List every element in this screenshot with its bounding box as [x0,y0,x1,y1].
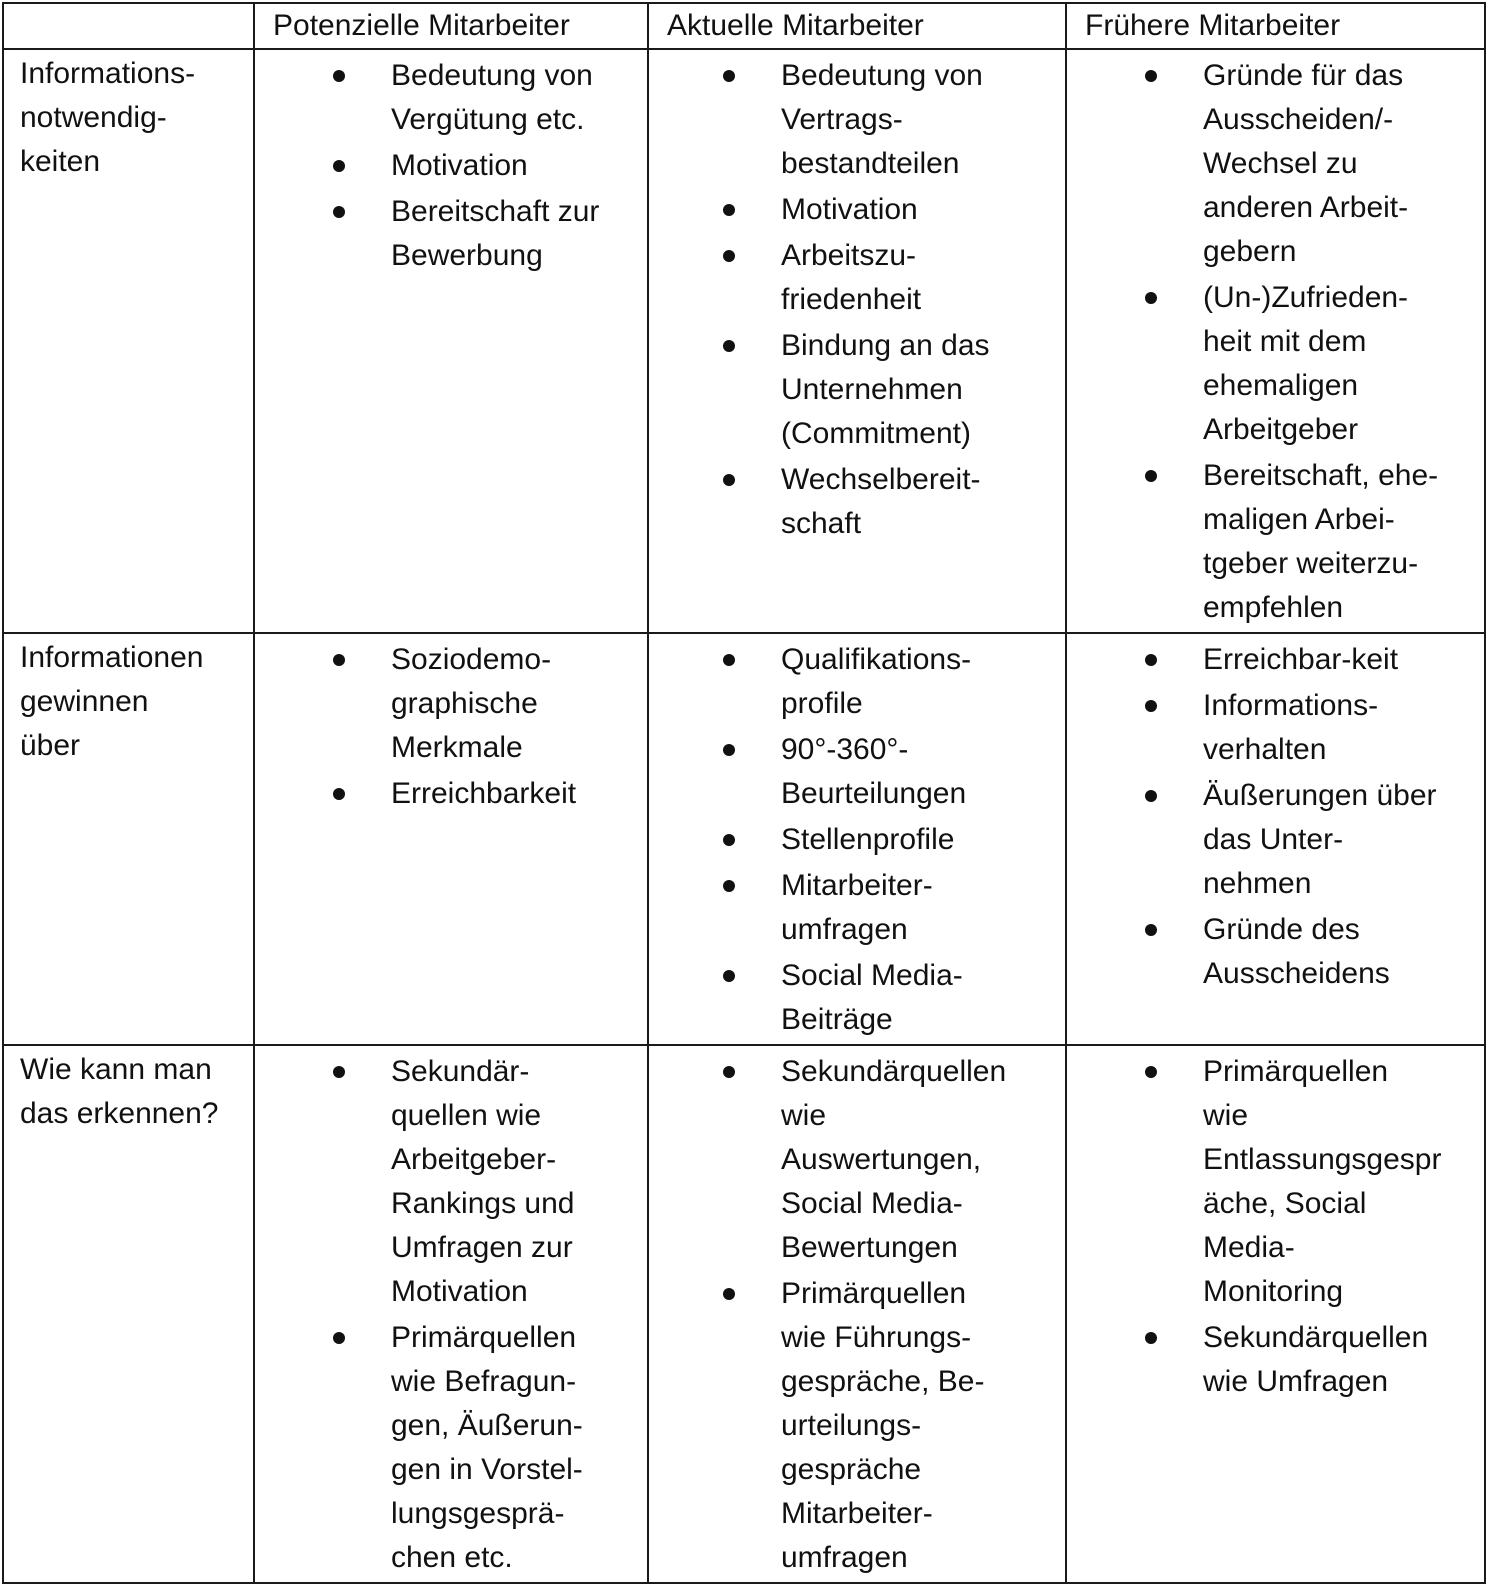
list-item-text: Social Media- Beiträge [781,959,963,1036]
list-item [649,638,1065,726]
bullet-icon [723,880,735,892]
list-item [1067,638,1484,682]
bullet-icon [1145,790,1157,802]
list-item-text: Mitarbeiter- umfragen [781,869,933,946]
row-label: Wie kann man das erkennen? [20,1053,219,1130]
list-item-text: Primärquellen wie Führungs- gespräche, Be- urteilungs- gespräche Mitarbeiter- umfragen [781,1277,985,1574]
row-label: Informationen gewinnen über [20,641,204,762]
bullet-list [255,1046,647,1580]
bullet-icon [723,250,735,262]
list-item-text: Motivation [391,149,528,182]
list-item-text: Bedeutung von Vergütung etc. [391,59,593,136]
former-employees-cell [1066,1045,1485,1583]
list-item [1067,454,1484,630]
bullet-icon [723,1066,735,1078]
list-item [1067,774,1484,906]
bullet-list [649,50,1065,546]
list-item-text: Sekundär- quellen wie Arbeitgeber- Rankings und Umfragen zur Motivation [391,1055,575,1308]
header-potential-employees-label: Potenzielle Mitarbeiter [273,9,570,42]
list-item [255,1316,647,1580]
row-label-cell [3,633,254,1045]
list-item-text: Bedeutung von Vertrags- bestandteilen [781,59,983,180]
list-item [649,188,1065,232]
list-item-text: Sekundärquellen wie Auswertungen, Social Media- Bewertungen [781,1055,1007,1264]
list-item [649,1050,1065,1270]
bullet-icon [723,70,735,82]
bullet-icon [333,160,345,172]
bullet-icon [723,654,735,666]
bullet-list [1067,50,1484,630]
bullet-icon [333,654,345,666]
list-item [1067,276,1484,452]
header-corner-cell [3,3,254,49]
list-item-text: Wechselbereit- schaft [781,463,981,540]
list-item-text: Bindung an das Unternehmen (Commitment) [781,329,990,450]
list-item-text: Informations- verhalten [1203,689,1379,766]
potential-employees-cell [254,633,648,1045]
list-item [1067,908,1484,996]
bullet-icon [723,744,735,756]
list-item-text: Äußerungen über das Unter- nehmen [1203,779,1437,900]
header-potential-employees [254,3,648,49]
list-item-text: Soziodemo- graphische Merkmale [391,643,552,764]
bullet-icon [723,834,735,846]
bullet-list [1067,634,1484,996]
bullet-icon [1145,924,1157,936]
bullet-icon [333,1066,345,1078]
bullet-icon [1145,700,1157,712]
bullet-icon [1145,654,1157,666]
bullet-icon [1145,470,1157,482]
list-item-text: (Un-)Zufrieden- heit mit dem ehemaligen Arbeitgeber [1203,281,1409,446]
list-item [649,324,1065,456]
bullet-icon [723,970,735,982]
list-item-text: Sekundärquellen wie Umfragen [1203,1321,1429,1398]
list-item-text: 90°-360°- Beurteilungen [781,733,967,810]
potential-employees-cell [254,1045,648,1583]
list-item-text: Primärquellen wie Befragun- gen, Äußerun- gen in Vorstel- lungsgesprä- chen etc. [391,1321,583,1574]
row-label-cell [3,1045,254,1583]
header-current-employees [648,3,1066,49]
list-item [649,818,1065,862]
list-item [649,54,1065,186]
list-item [649,458,1065,546]
bullet-icon [333,1332,345,1344]
former-employees-cell [1066,633,1485,1045]
list-item-text: Erreichbarkeit [391,777,577,810]
header-corner-text [4,9,22,42]
list-item [255,144,647,188]
list-item-text: Erreichbar-keit [1203,643,1399,676]
list-item [255,190,647,278]
header-former-employees-label: Frühere Mitarbeiter [1085,9,1341,42]
list-item-text: Primärquellen wie Entlassungsgespr äche, Social Media- Monitoring [1203,1055,1442,1308]
list-item-text: Arbeitszu- friedenheit [781,239,922,316]
bullet-list [649,1046,1065,1580]
row-label-cell [3,49,254,633]
potential-employees-cell [254,49,648,633]
list-item-text: Stellenprofile [781,823,955,856]
list-item [255,1050,647,1314]
list-item [255,638,647,770]
current-employees-cell [648,633,1066,1045]
bullet-icon [333,206,345,218]
header-former-employees [1066,3,1485,49]
bullet-icon [333,70,345,82]
bullet-icon [723,474,735,486]
list-item-text: Bereitschaft zur Bewerbung [391,195,600,272]
header-row [3,3,1485,49]
bullet-icon [1145,292,1157,304]
list-item-text: Gründe des Ausscheidens [1203,913,1390,990]
bullet-list [255,50,647,278]
row-label: Informations- notwendig- keiten [20,57,196,178]
bullet-icon [333,788,345,800]
current-employees-cell [648,1045,1066,1583]
list-item [255,54,647,142]
list-item [649,728,1065,816]
list-item [1067,54,1484,274]
table-row [3,1045,1485,1583]
list-item [1067,1316,1484,1404]
list-item [649,954,1065,1042]
bullet-icon [723,204,735,216]
list-item [649,234,1065,322]
bullet-icon [723,1288,735,1300]
list-item [649,1272,1065,1580]
header-current-employees-label: Aktuelle Mitarbeiter [667,9,924,42]
bullet-icon [1145,70,1157,82]
bullet-icon [723,340,735,352]
list-item-text: Qualifikations- profile [781,643,972,720]
bullet-icon [1145,1066,1157,1078]
list-item-text: Gründe für das Ausscheiden/- Wechsel zu anderen Arbeit- gebern [1203,59,1409,268]
table-row [3,49,1485,633]
bullet-icon [1145,1332,1157,1344]
current-employees-cell [648,49,1066,633]
list-item [255,772,647,816]
table-row [3,633,1485,1045]
bullet-list [649,634,1065,1042]
bullet-list [1067,1046,1484,1404]
list-item [1067,1050,1484,1314]
information-matrix-table [2,2,1486,1584]
list-item [649,864,1065,952]
list-item [1067,684,1484,772]
list-item-text: Bereitschaft, ehe- maligen Arbei- tgeber weiterzu- empfehlen [1203,459,1439,624]
list-item-text: Motivation [781,193,918,226]
bullet-list [255,634,647,816]
former-employees-cell [1066,49,1485,633]
